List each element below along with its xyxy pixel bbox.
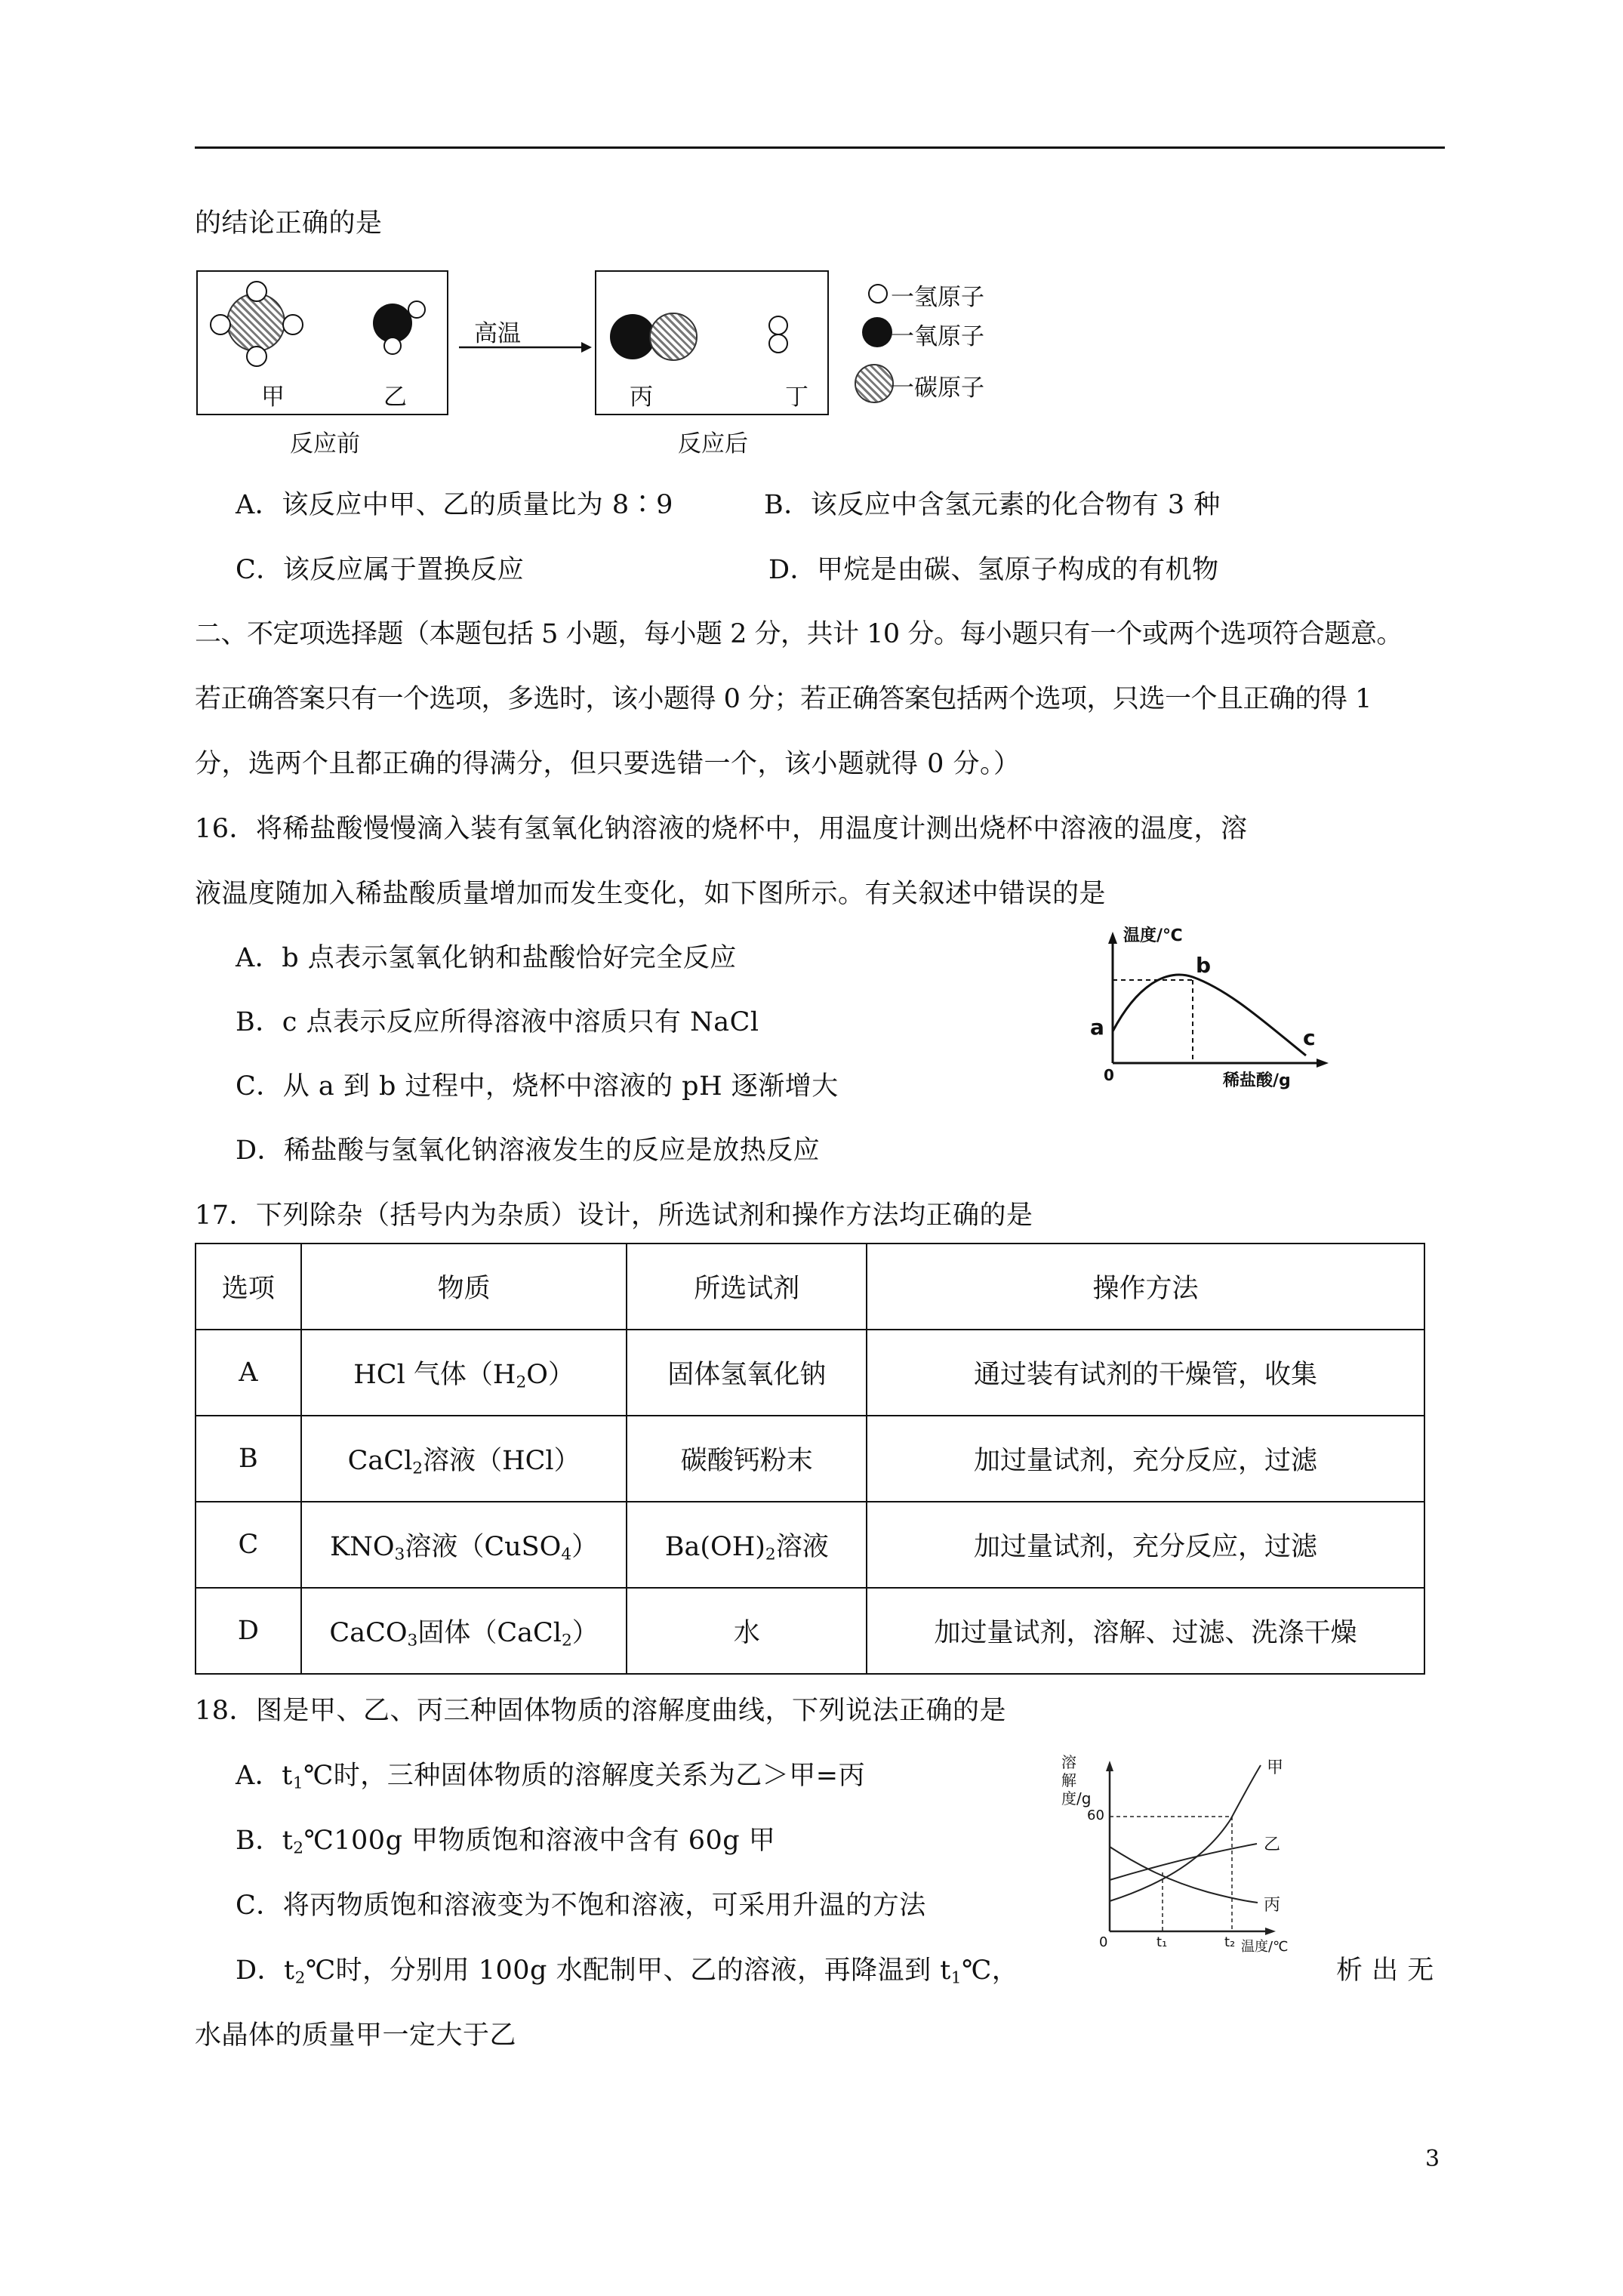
q18-option-d-text: ℃时，分别用 100g 水配制甲、乙的溶液，再降温到 t bbox=[305, 1955, 951, 1986]
q18-option-b-text: ℃100g 甲物质饱和溶液中含有 60g 甲 bbox=[303, 1826, 776, 1856]
q17-stem: 17．下列除杂（括号内为杂质）设计，所选试剂和操作方法均正确的是 bbox=[195, 1200, 1033, 1231]
before-label: 反应前 bbox=[290, 430, 360, 458]
row-material-text: O） bbox=[526, 1359, 574, 1390]
q18-option-a-text: ℃时，三种固体物质的溶解度关系为乙＞甲=丙 bbox=[303, 1761, 866, 1791]
solubility-graph-ylabel: 溶解度/g bbox=[1061, 1753, 1092, 1808]
q18-option-b-subscript: 2 bbox=[293, 1838, 304, 1858]
curve-label-yi: 乙 bbox=[1264, 1835, 1281, 1854]
row-reagent-subscript: 2 bbox=[765, 1545, 776, 1564]
row-reagent: 碳酸钙粉末 bbox=[627, 1416, 867, 1502]
header-method: 操作方法 bbox=[867, 1244, 1424, 1330]
row-material-text: HCl 气体（H bbox=[353, 1359, 516, 1390]
after-label: 反应后 bbox=[678, 430, 748, 458]
row-material-subscript: 3 bbox=[407, 1631, 418, 1650]
q18-option-d bbox=[236, 1952, 1018, 1996]
row-material-text: ） bbox=[571, 1531, 599, 1562]
solubility-graph-axes bbox=[1057, 1753, 1298, 1957]
point-c-label: c bbox=[1303, 1025, 1316, 1050]
hydrogen-atom bbox=[768, 316, 788, 335]
section2-line3: 分，选两个且都正确的得满分，但只要选错一个，该小题就得 0 分。） bbox=[195, 749, 1021, 779]
row-method: 通过装有试剂的干燥管，收集 bbox=[867, 1330, 1424, 1416]
row-material bbox=[301, 1330, 627, 1416]
q15-option-a: A．该反应中甲、乙的质量比为 8∶9 bbox=[236, 490, 673, 520]
legend-hydrogen-text: 一氢原子 bbox=[891, 284, 984, 311]
q18-option-b-text: B．t bbox=[236, 1826, 294, 1856]
row-material-text: CaCO bbox=[329, 1617, 408, 1648]
row-reagent: 水 bbox=[627, 1588, 867, 1674]
q18-option-a bbox=[236, 1758, 865, 1801]
carbon-atom bbox=[649, 313, 698, 361]
temperature-graph-xlabel: 稀盐酸/g bbox=[1223, 1071, 1291, 1090]
row-method: 加过量试剂，充分反应，过滤 bbox=[867, 1416, 1424, 1502]
row-material-text: KNO bbox=[330, 1531, 395, 1562]
temperature-graph-ylabel: 温度/℃ bbox=[1123, 926, 1183, 945]
row-material-text: 溶液（HCl） bbox=[423, 1445, 581, 1476]
q17-table bbox=[195, 1243, 1425, 1675]
row-option: A bbox=[196, 1330, 301, 1416]
oxygen-atom bbox=[610, 314, 655, 359]
solubility-graph-t2: t₂ bbox=[1224, 1934, 1236, 1950]
legend-carbon-text: 一碳原子 bbox=[891, 374, 984, 402]
solubility-graph bbox=[1057, 1753, 1298, 1957]
row-material bbox=[301, 1416, 627, 1502]
hydrogen-atom bbox=[246, 281, 267, 302]
curve-label-jia: 甲 bbox=[1267, 1758, 1284, 1777]
row-option: B bbox=[196, 1416, 301, 1502]
row-reagent-text: 溶液 bbox=[775, 1531, 829, 1562]
q16-option-b: B．c 点表示反应所得溶液中溶质只有 NaCl bbox=[236, 1007, 759, 1037]
row-material bbox=[301, 1588, 627, 1674]
table-row bbox=[196, 1502, 1424, 1588]
q18-option-d-text: D．t bbox=[236, 1955, 295, 1986]
row-material-subscript: 2 bbox=[412, 1459, 423, 1478]
legend-carbon-symbol bbox=[855, 364, 894, 403]
solubility-graph-origin: 0 bbox=[1099, 1934, 1108, 1950]
hydrogen-atom bbox=[282, 314, 303, 335]
table-row bbox=[196, 1588, 1424, 1674]
legend-oxygen-text: 一氧原子 bbox=[891, 323, 984, 350]
page-number: 3 bbox=[1425, 2146, 1440, 2172]
row-option: C bbox=[196, 1502, 301, 1588]
q15-stem: 的结论正确的是 bbox=[195, 208, 383, 239]
section2-line1: 二、不定项选择题（本题包括 5 小题，每小题 2 分，共计 10 分。每小题只有一个或两个选项符合题意。 bbox=[195, 619, 1403, 649]
q18-option-b bbox=[236, 1823, 775, 1866]
solubility-graph-y60: 60 bbox=[1087, 1808, 1104, 1823]
header-rule bbox=[195, 146, 1445, 149]
q18-option-d-subscript: 2 bbox=[294, 1968, 306, 1988]
table-header-row bbox=[196, 1244, 1424, 1330]
row-material-subscript: 2 bbox=[516, 1373, 527, 1392]
q16-option-a: A．b 点表示氢氧化钠和盐酸恰好完全反应 bbox=[236, 943, 737, 973]
hydrogen-atom bbox=[246, 346, 267, 367]
hydrogen-atom bbox=[210, 314, 231, 335]
row-material-subscript: 4 bbox=[561, 1545, 572, 1564]
solubility-graph-xlabel: 温度/℃ bbox=[1241, 1939, 1289, 1955]
header-option: 选项 bbox=[196, 1244, 301, 1330]
label-ding: 丁 bbox=[785, 384, 808, 411]
q18-option-d-text: ℃， bbox=[962, 1955, 1019, 1986]
q16-stem-line1: 16．将稀盐酸慢慢滴入装有氢氧化钠溶液的烧杯中，用温度计测出烧杯中溶液的温度，溶 bbox=[195, 814, 1248, 844]
row-material-text: ） bbox=[571, 1617, 599, 1648]
table-row bbox=[196, 1416, 1424, 1502]
q16-stem-line2: 液温度随加入稀盐酸质量增加而发生变化，如下图所示。有关叙述中错误的是 bbox=[195, 879, 1107, 909]
section2-line2: 若正确答案只有一个选项，多选时，该小题得 0 分；若正确答案包括两个选项，只选一个且正确的得 1 bbox=[195, 684, 1372, 714]
arrow-label: 高温 bbox=[474, 320, 521, 347]
q18-stem: 18．图是甲、乙、丙三种固体物质的溶解度曲线，下列说法正确的是 bbox=[195, 1696, 1007, 1726]
q18-option-d-subscript: 1 bbox=[950, 1968, 962, 1988]
table-row bbox=[196, 1330, 1424, 1416]
q15-option-b: B．该反应中含氢元素的化合物有 3 种 bbox=[764, 490, 1221, 520]
hydrogen-atom bbox=[768, 334, 788, 353]
row-reagent: 固体氢氧化钠 bbox=[627, 1330, 867, 1416]
q18-option-d-right: 析 出 无 bbox=[1336, 1955, 1434, 1986]
hydrogen-atom bbox=[408, 300, 426, 319]
q18-option-a-text: A．t bbox=[236, 1761, 293, 1791]
point-b-label: b bbox=[1196, 953, 1212, 978]
label-jia: 甲 bbox=[261, 384, 285, 411]
curve-label-bing: 丙 bbox=[1264, 1896, 1281, 1915]
row-method: 加过量试剂，溶解、过滤、洗涤干燥 bbox=[867, 1588, 1424, 1674]
row-option: D bbox=[196, 1588, 301, 1674]
label-yi: 乙 bbox=[383, 384, 407, 411]
q16-option-d: D．稀盐酸与氢氧化钠溶液发生的反应是放热反应 bbox=[236, 1136, 821, 1166]
q15-option-d: D．甲烷是由碳、氢原子构成的有机物 bbox=[768, 555, 1219, 585]
q15-option-c: C．该反应属于置换反应 bbox=[236, 555, 525, 585]
solubility-graph-t1: t₁ bbox=[1156, 1934, 1168, 1950]
row-material bbox=[301, 1502, 627, 1588]
row-material-subscript: 2 bbox=[561, 1631, 572, 1650]
temperature-graph-origin: 0 bbox=[1104, 1066, 1114, 1084]
header-material: 物质 bbox=[301, 1244, 627, 1330]
q18-option-d-line2: 水晶体的质量甲一定大于乙 bbox=[195, 2020, 517, 2051]
row-material-text: 溶液（CuSO bbox=[405, 1531, 562, 1562]
row-reagent-text: Ba(OH) bbox=[664, 1531, 765, 1562]
row-material-text: CaCl bbox=[347, 1445, 413, 1476]
row-reagent bbox=[627, 1502, 867, 1588]
reaction-arrow bbox=[457, 338, 593, 356]
q18-option-a-subscript: 1 bbox=[292, 1774, 304, 1793]
point-a-label: a bbox=[1090, 1015, 1104, 1040]
row-method: 加过量试剂，充分反应，过滤 bbox=[867, 1502, 1424, 1588]
header-reagent: 所选试剂 bbox=[627, 1244, 867, 1330]
hydrogen-atom bbox=[383, 337, 402, 355]
legend-oxygen-symbol bbox=[862, 317, 892, 347]
label-bing: 丙 bbox=[630, 384, 653, 411]
row-material-text: 固体（CaCl bbox=[417, 1617, 562, 1648]
row-material-subscript: 3 bbox=[394, 1545, 405, 1564]
legend-hydrogen-symbol bbox=[868, 284, 888, 304]
q18-option-c: C．将丙物质饱和溶液变为不饱和溶液，可采用升温的方法 bbox=[236, 1891, 926, 1921]
temperature-graph bbox=[1079, 927, 1329, 1095]
q16-option-c: C．从 a 到 b 过程中，烧杯中溶液的 pH 逐渐增大 bbox=[236, 1071, 839, 1102]
